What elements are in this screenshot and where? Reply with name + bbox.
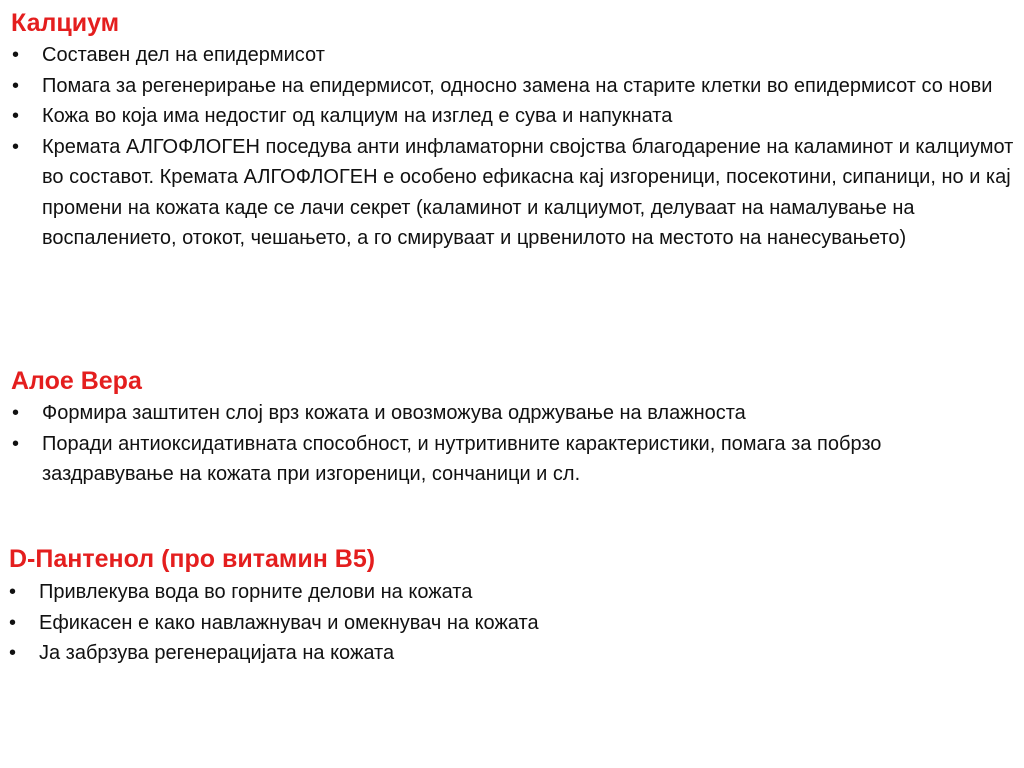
list-item-text: Кожа во која има недостиг од калциум на изглед е сува и напукната [42, 105, 673, 127]
list-item [0, 71, 1024, 102]
list-item-text: Формира заштитен слој врз кожата и овозможува одржување на влажноста [42, 402, 746, 424]
list-item [0, 638, 1024, 669]
bullet-icon: • [9, 611, 17, 634]
list-item [0, 132, 1024, 254]
list-item [0, 101, 1024, 132]
bullet-icon: • [9, 642, 17, 664]
d-panthenol-bullet-list [0, 577, 1024, 669]
section-calcium [0, 8, 1024, 254]
bullet-icon: • [12, 74, 20, 97]
bullet-icon: • [12, 44, 20, 66]
bullet-icon: • [12, 105, 20, 127]
list-item [0, 40, 1024, 71]
bullet-icon: • [9, 581, 17, 603]
heading-calcium: Калциум [11, 9, 120, 37]
list-item-text: Помага за регенерирање на епидермисот, односно замена на старите клетки во епидермисот со нови [42, 74, 993, 97]
section-aloe-vera [0, 366, 1024, 490]
bullet-icon: • [12, 135, 20, 158]
list-item [0, 577, 1024, 608]
bullet-icon: • [12, 432, 20, 455]
list-item [0, 429, 1024, 490]
bullet-icon: • [12, 402, 20, 424]
section-d-panthenol [0, 544, 1024, 669]
heading-aloe-vera: Алое Вера [11, 367, 142, 395]
list-item-text: Ефикасен е како навлажнувач и омекнувач на кожата [39, 611, 539, 634]
list-item-text: Ја забрзува регенерацијата на кожата [39, 642, 395, 664]
calcium-bullet-list [0, 40, 1024, 254]
list-item-text: Кремата АЛГОФЛОГЕН поседува анти инфламаторни својства благодарение на каламинот и калциумот во составот. Кремата АЛГОФЛОГЕН е особено ефикасна кај изгореници, посекотини, сипаници, но и кај промени на кожата каде се лачи секрет (каламинот и калциумот, делуваат на намалување на воспалението, отокот, чешањето, а го смируваат и црвенилото на местото на нанесувањето) [42, 135, 1014, 249]
list-item-text: Поради антиоксидативната способност, и нутритивните карактеристики, помага за побрзо заздравување на кожата при изгореници, сончаници и сл. [42, 432, 882, 485]
list-item-text: Привлекува вода во горните делови на кожата [39, 581, 473, 603]
aloe-vera-bullet-list [0, 398, 1024, 490]
heading-d-panthenol: D-Пантенол (про витамин B5) [9, 545, 376, 573]
list-item-text: Составен дел на епидермисот [42, 44, 325, 66]
list-item [0, 398, 1024, 429]
list-item [0, 608, 1024, 639]
